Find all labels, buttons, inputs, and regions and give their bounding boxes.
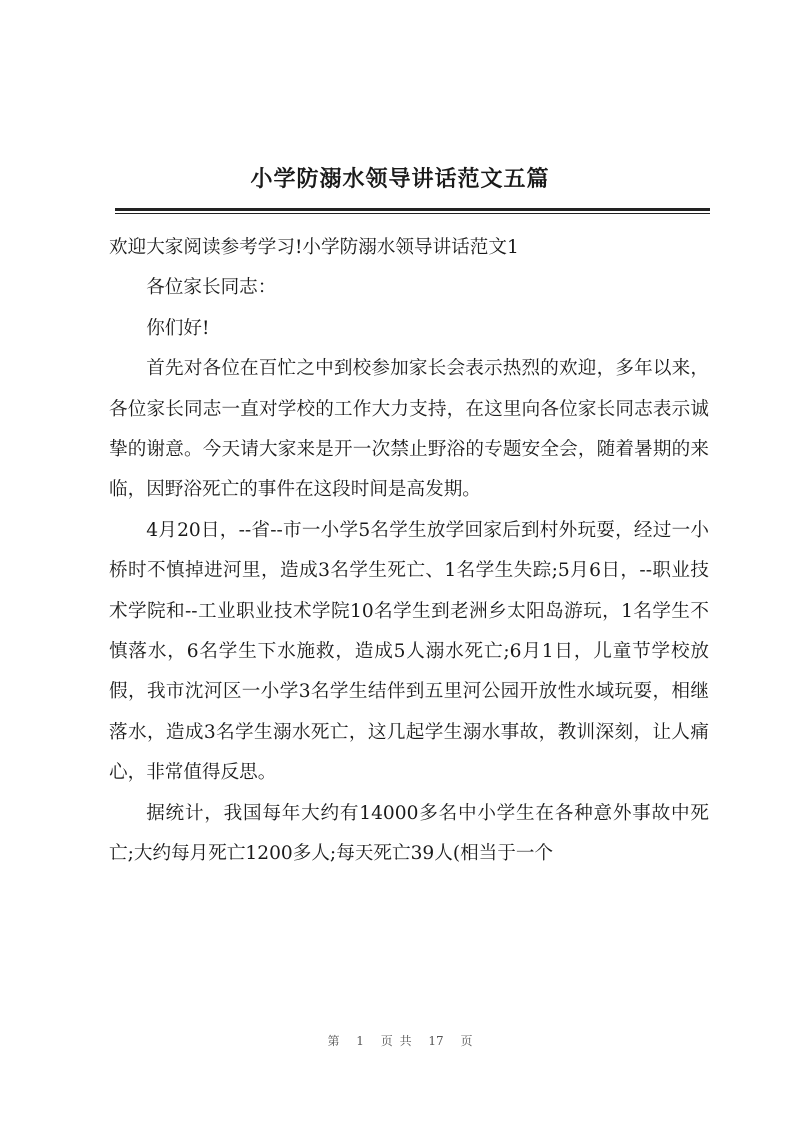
title-rule-thick bbox=[115, 208, 710, 211]
page-footer bbox=[0, 1032, 800, 1049]
footer-label-of: 页 共 bbox=[380, 1034, 412, 1048]
title-rule-thin bbox=[115, 213, 710, 214]
footer-total-pages: 17 bbox=[428, 1034, 444, 1048]
body-paragraph: 据统计，我国每年大约有14000多名中小学生在各种意外事故中死亡;大约每月死亡1200多人;每天死亡39人(相当于一个 bbox=[109, 802, 709, 865]
document-body bbox=[109, 228, 709, 875]
footer-label-pages: 页 bbox=[460, 1034, 473, 1048]
footer-label-page: 第 bbox=[327, 1034, 340, 1048]
greeting: 你们好! bbox=[146, 317, 210, 339]
intro-line: 欢迎大家阅读参考学习!小学防溺水领导讲话范文1 bbox=[109, 237, 519, 258]
document-title: 小学防溺水领导讲话范文五篇 bbox=[250, 166, 550, 192]
body-paragraph: 4月20日，--省--市一小学5名学生放学回家后到村外玩耍，经过一小桥时不慎掉进河里，造成3名学生死亡、1名学生失踪;5月6日，--职业技术学院和--工业职业技术学院10名学生到老洲乡太阳岛游玩，1名学生不慎落水，6名学生下水施救，造成5人溺水死亡;6月1日，儿童节学校放假，我市沈河区一小学3名学生结伴到五里河公园开放性水域玩耍，相继落水，造成3名学生溺水死亡，这几起学生溺水事故，教训深刻，让人痛心，非常值得反思。 bbox=[109, 519, 709, 784]
salutation: 各位家长同志： bbox=[146, 277, 277, 299]
footer-current-page: 1 bbox=[356, 1034, 364, 1048]
body-paragraph: 首先对各位在百忙之中到校参加家长会表示热烈的欢迎，多年以来，各位家长同志一直对学校的工作大力支持，在这里向各位家长同志表示诚挚的谢意。今天请大家来是开一次禁止野浴的专题安全会，随着暑期的来临，因野浴死亡的事件在这段时间是高发期。 bbox=[109, 358, 709, 501]
